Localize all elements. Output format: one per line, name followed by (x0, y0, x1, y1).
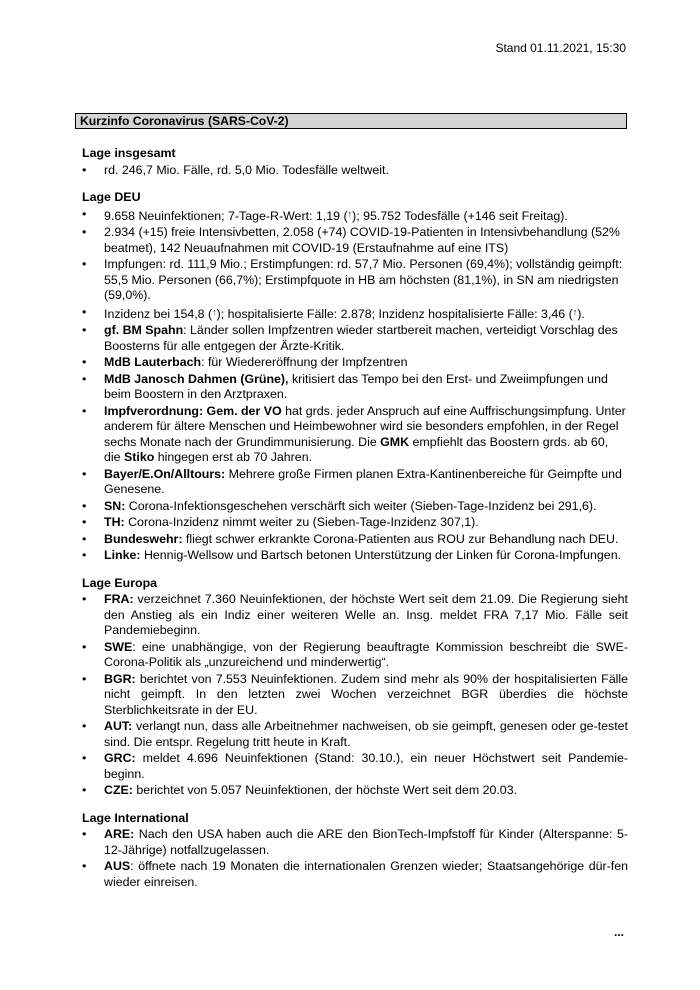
text: Corona-Inzidenz nimmt weiter zu (Sieben-Tage-Inzidenz 307,1). (124, 515, 479, 529)
document-body (82, 146, 628, 902)
text: empfiehlt das Boostern grds. ab 60, die (104, 434, 609, 464)
bold-label: TH: (104, 515, 125, 529)
bullet-list (82, 827, 628, 890)
text: : eine unabhängige, von der Regierung beauftragte Kommission beschreibt die SWE-Corona-Politik als „unzureichend und minderwertig“. (104, 639, 628, 669)
text: Nach den USA haben auch die ARE den BionTech-Impfstoff für Kinder (Alterspanne: 5-12-Jährige) notfallzugelassen. (104, 827, 628, 857)
text: berichtet von 7.553 Neuinfektionen. Zudem sind mehr als 90% der hospitalisierten Fälle nicht geimpft. In den letzten zwei Wochen verzeichnet BGR überdies die höchste Sterblichkeitsrate in der EU. (104, 671, 628, 717)
text: fliegt schwer erkrankte Corona-Patienten aus ROU zur Behandlung nach DEU. (182, 531, 619, 546)
text: ). (577, 306, 585, 321)
bold-label: MdB Lauterbach (104, 355, 202, 369)
section-title: Lage insgesamt (82, 146, 176, 160)
list-item (82, 640, 628, 671)
list-item (82, 207, 628, 225)
bold-label: MdB Janosch Dahmen (Grüne), (104, 371, 289, 386)
text: meldet 4.696 Neuinfektionen (Stand: 30.10.), ein neuer Höchstwert seit Pandemie-beginn. (104, 751, 628, 781)
list-item (82, 355, 628, 371)
section-title: Lage Europa (82, 575, 158, 590)
bullet-list (82, 592, 628, 799)
text: 9.658 Neuinfektionen; 7-Tage-R-Wert: 1,19 ( (104, 208, 348, 223)
bold-label: AUS (104, 859, 131, 873)
text: : öffnete nach 19 Monaten die internationalen Grenzen wieder; Staatsangehörige dür-fen wieder einreisen. (104, 859, 628, 889)
arrow-up-icon: ↑ (212, 306, 217, 317)
section-lage-europa (82, 576, 628, 799)
text: hat grds. jeder Anspruch auf eine Auffrischungsimpfung. Unter anderem für ältere Menschen und Heimbewohner wird sie besonders empfohlen, in der Regel sechs Monate nach der Grundimmunisierung. Die (104, 403, 626, 449)
text: Corona-Infektionsgeschehen verschärft sich weiter (Sieben-Tage-Inzidenz bei 291,6). (125, 498, 597, 513)
section-lage-insgesamt (82, 146, 628, 178)
bold-label: ARE: (104, 827, 135, 841)
bold-label: SWE (104, 639, 133, 654)
text: Mehrere große Firmen planen Extra-Kantinenbereiche für Geimpfte und Genesene. (104, 466, 622, 496)
list-item (82, 515, 628, 531)
list-item (82, 499, 628, 515)
list-item (82, 323, 628, 354)
text: kritisiert das Tempo bei den Erst- und Zweiimpfungen und beim Boostern in den Arztpraxen. (104, 371, 608, 401)
bold-label: GMK (380, 434, 410, 449)
list-item (82, 372, 628, 403)
list-item (82, 783, 628, 799)
text: verlangt nun, dass alle Arbeitnehmer nachweisen, ob sie geimpft, genesen oder ge-testet sind. Die entspr. Regelung tritt heute in Kraft. (104, 719, 628, 749)
list-item: • 2.934 (+15) freie Intensivbetten, 2.058 (+74) COVID-19-Patienten in Intensivbehandlung (52% beatmet), 142 Neuaufnahmen mit COVID-19 (Erstaufnahme auf eine ITS) (82, 225, 628, 256)
bold-label: Linke: (104, 548, 141, 562)
bold-label: SN: (104, 498, 126, 513)
bold-label: Impfverordnung: Gem. der VO (104, 403, 282, 418)
text: Hennig-Wellsow und Bartsch betonen Unterstützung der Linken für Corona-Impfungen. (140, 548, 622, 562)
text: hingegen erst ab 70 Jahren. (154, 450, 313, 464)
list-item: • Impfungen: rd. 111,9 Mio.; Erstimpfungen: rd. 57,7 Mio. Personen (69,4%); vollständig geimpft: 55,5 Mio. Personen (66,7%); Erstimpfquote in HB am höchsten (81,1%), in SN am niedrigsten (59,0%). (82, 257, 628, 304)
arrow-up-icon: ↑ (572, 306, 578, 317)
text: : Länder sollen Impfzentren wieder startbereit machen, verteidigt Vorschlag des Boosterns für alle entgegen der Ärzte-Kritik. (104, 323, 618, 353)
list-item (82, 305, 628, 323)
text: : für Wiedereröffnung der Impfzentren (201, 355, 408, 369)
list-item (82, 719, 628, 750)
bold-label: CZE: (104, 783, 133, 797)
list-item (82, 859, 628, 890)
bold-label: Bayer/E.On/Alltours: (104, 466, 226, 481)
page-title: Kurzinfo Coronavirus (SARS-CoV-2) (75, 113, 627, 129)
continuation-mark: ... (613, 925, 624, 939)
bullet-list (82, 207, 628, 564)
list-item (82, 592, 628, 639)
section-lage-deu (82, 190, 628, 564)
list-item (82, 532, 628, 548)
text: ); 95.752 Todesfälle (+146 seit Freitag). (352, 208, 568, 223)
bold-label: Bundeswehr: (104, 531, 183, 546)
bold-label: FRA: (104, 592, 134, 606)
list-item (82, 672, 628, 719)
list-item (82, 827, 628, 858)
section-title: Lage International (82, 810, 189, 825)
text: ); hospitalisierte Fälle: 2.878; Inzidenz hospitalisierte Fälle: 3,46 ( (216, 306, 573, 321)
bold-label: gf. BM Spahn (104, 323, 184, 337)
text: verzeichnet 7.360 Neuinfektionen, der höchste Wert seit dem 21.09. Die Regierung sieht den Anstieg als ein Indiz einer weiteren Welle an. Insg. meldet FRA 7,17 Mio. Fälle seit Pandemiebeginn. (104, 592, 628, 637)
text: Inzidenz bei 154,8 ( (104, 306, 213, 321)
section-title: Lage DEU (82, 190, 141, 204)
list-item (82, 467, 628, 498)
bold-label: Stiko (123, 450, 155, 464)
section-lage-international (82, 811, 628, 891)
list-item: • rd. 246,7 Mio. Fälle, rd. 5,0 Mio. Todesfälle weltweit. (82, 163, 628, 179)
list-item (82, 404, 628, 466)
bullet-list (82, 163, 628, 179)
arrow-up-icon: ↑ (347, 208, 353, 219)
timestamp: Stand 01.11.2021, 15:30 (495, 41, 626, 55)
bold-label: AUT: (104, 719, 133, 733)
list-item (82, 751, 628, 782)
list-item (82, 548, 628, 564)
bold-label: GRC: (104, 751, 136, 765)
bold-label: BGR: (104, 671, 136, 686)
text: berichtet von 5.057 Neuinfektionen, der höchste Wert seit dem 20.03. (132, 783, 518, 797)
